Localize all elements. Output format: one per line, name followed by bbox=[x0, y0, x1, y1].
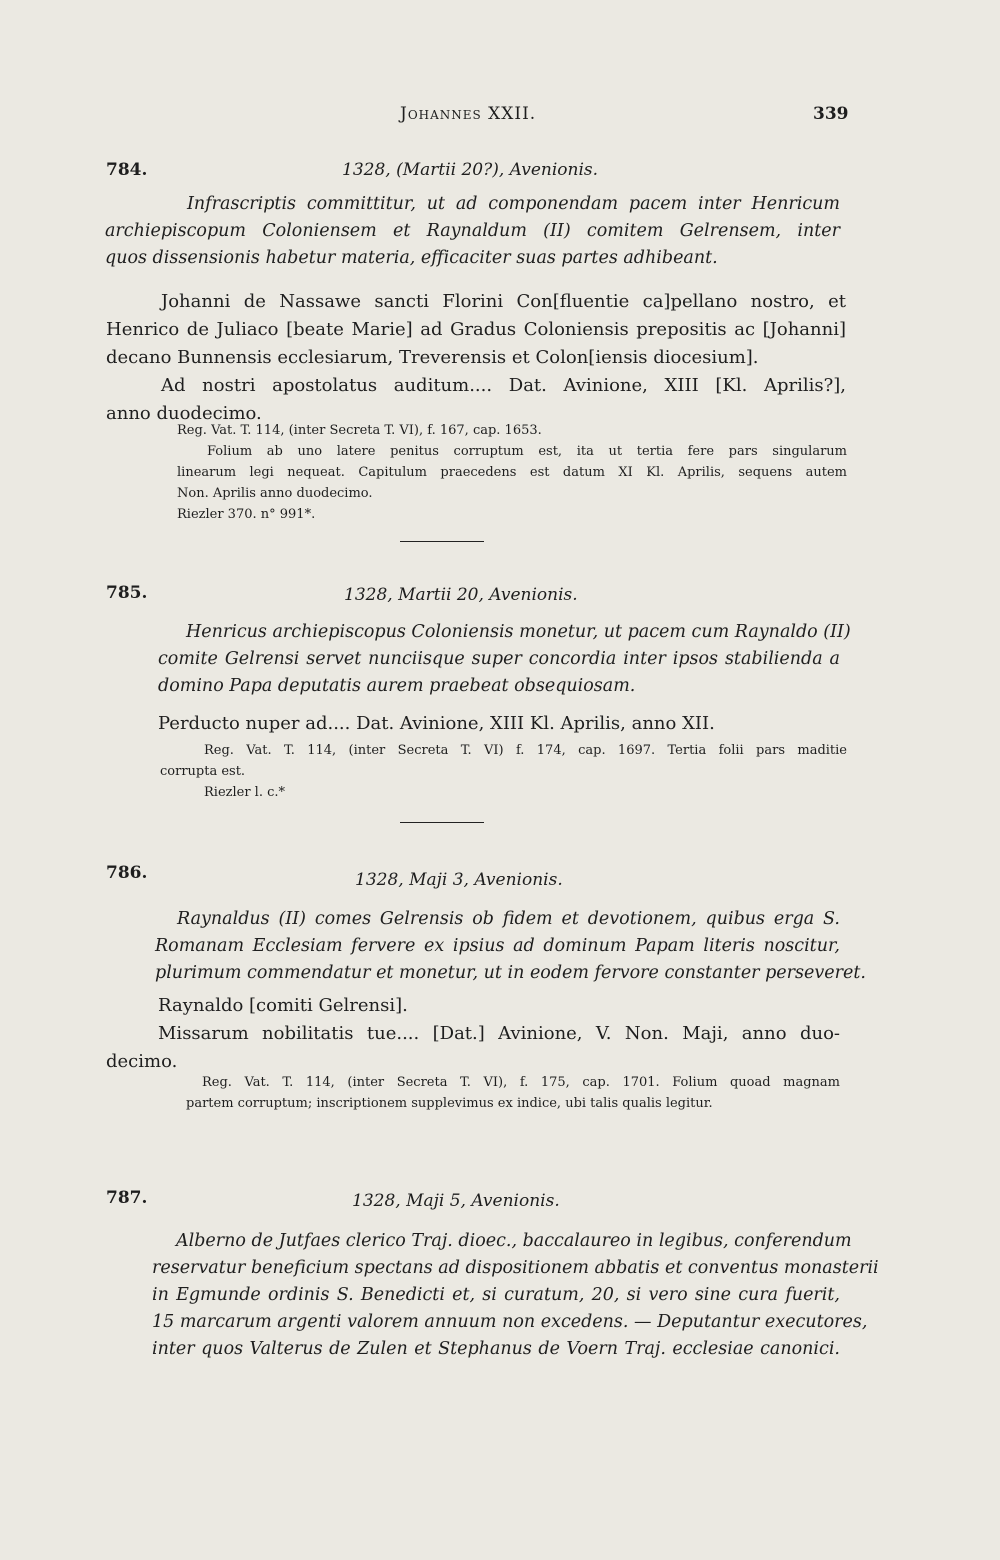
body-line: Raynaldo [comiti Gelrensi]. bbox=[158, 995, 408, 1016]
summary-line: inter quos Valterus de Zulen et Stephanus de Voern Traj. ecclesiae canonici. bbox=[152, 1339, 840, 1359]
body-line: Ad nostri apostolatus auditum.... Dat. Avinione, XIII [Kl. Aprilis?], bbox=[161, 375, 846, 396]
entry-date: 1328, Maji 5, Avenionis. bbox=[352, 1191, 560, 1211]
summary-line: domino Papa deputatis aurem praebeat obsequiosam. bbox=[158, 676, 636, 696]
note-line: Riezler l. c.* bbox=[204, 785, 286, 800]
summary-line: archiepiscopum Coloniensem et Raynaldum (II) comitem Gelrensem, inter bbox=[105, 221, 840, 241]
note-line: Riezler 370. n° 991*. bbox=[177, 507, 316, 522]
entry-body bbox=[158, 710, 848, 738]
entry-notes bbox=[186, 1072, 840, 1114]
body-line: Missarum nobilitatis tue.... [Dat.] Avinione, V. Non. Maji, anno duo- bbox=[158, 1023, 840, 1044]
note-line: Non. Aprilis anno duodecimo. bbox=[177, 486, 373, 501]
entry-date: 1328, Martii 20, Avenionis. bbox=[344, 585, 578, 605]
body-line: Henrico de Juliaco [beate Marie] ad Gradus Coloniensis prepositis ac [Johanni] bbox=[106, 319, 846, 340]
note-line: Reg. Vat. T. 114, (inter Secreta T. VI), f. 167, cap. 1653. bbox=[177, 423, 542, 438]
entry-notes bbox=[177, 420, 847, 525]
note-line: linearum legi nequeat. Capitulum praecedens est datum XI Kl. Aprilis, sequens autem bbox=[177, 465, 847, 480]
page-number: 339 bbox=[813, 104, 849, 124]
summary-line: Henricus archiepiscopus Coloniensis monetur, ut pacem cum Raynaldo (II) bbox=[186, 622, 851, 642]
entry-notes bbox=[160, 740, 847, 803]
entry-number: 786. bbox=[106, 863, 148, 883]
note-line: Folium ab uno latere penitus corruptum est, ita ut tertia fere pars singularum bbox=[207, 444, 847, 459]
entry-summary bbox=[155, 906, 866, 987]
entry-body bbox=[106, 288, 846, 428]
entry-number: 787. bbox=[106, 1188, 148, 1208]
section-divider bbox=[400, 822, 484, 823]
entry-date: 1328, Maji 3, Avenionis. bbox=[355, 870, 563, 890]
summary-line: 15 marcarum argenti valorem annuum non excedens. — Deputantur executores, bbox=[152, 1312, 868, 1332]
entry-summary bbox=[152, 1228, 879, 1363]
entry-date: 1328, (Martii 20?), Avenionis. bbox=[342, 160, 599, 180]
summary-line: reservatur beneficium spectans ad dispositionem abbatis et conventus monasterii bbox=[152, 1258, 879, 1278]
summary-line: in Egmunde ordinis S. Benedicti et, si curatum, 20, si vero sine cura fuerit, bbox=[152, 1285, 840, 1305]
summary-line: Raynaldus (II) comes Gelrensis ob fidem et devotionem, quibus erga S. bbox=[177, 909, 840, 929]
body-line: anno duodecimo. bbox=[106, 403, 262, 424]
entry-body bbox=[106, 992, 840, 1076]
entry-number: 784. bbox=[106, 160, 148, 180]
body-line: decano Bunnensis ecclesiarum, Treverensis et Colon[iensis diocesium]. bbox=[106, 347, 759, 368]
body-line: Johanni de Nassawe sancti Florini Con[fluentie ca]pellano nostro, et bbox=[161, 291, 846, 312]
note-line: partem corruptum; inscriptionem supplevimus ex indice, ubi talis qualis legitur. bbox=[186, 1096, 713, 1111]
summary-line: Infrascriptis committitur, ut ad componendam pacem inter Henricum bbox=[187, 194, 840, 214]
note-line: Reg. Vat. T. 114, (inter Secreta T. VI) f. 174, cap. 1697. Tertia folii pars maditie bbox=[204, 743, 847, 758]
summary-line: plurimum commendatur et monetur, ut in eodem fervore constanter perseveret. bbox=[155, 963, 866, 983]
note-line: Reg. Vat. T. 114, (inter Secreta T. VI), f. 175, cap. 1701. Folium quoad magnam bbox=[202, 1075, 840, 1090]
summary-line: Alberno de Jutfaes clerico Traj. dioec., baccalaureo in legibus, conferendum bbox=[176, 1231, 852, 1251]
summary-line: quos dissensionis habetur materia, efficaciter suas partes adhibeant. bbox=[105, 248, 718, 268]
body-line: Perducto nuper ad.... Dat. Avinione, XIII Kl. Aprilis, anno XII. bbox=[158, 713, 715, 734]
body-line: decimo. bbox=[106, 1051, 178, 1072]
section-divider bbox=[400, 541, 484, 542]
running-header-title: Johannes XXII. bbox=[400, 104, 537, 124]
entry-number: 785. bbox=[106, 583, 148, 603]
entry-summary bbox=[158, 619, 851, 700]
note-line: corrupta est. bbox=[160, 764, 246, 779]
entry-summary bbox=[105, 191, 840, 272]
summary-line: Romanam Ecclesiam fervere ex ipsius ad dominum Papam literis noscitur, bbox=[155, 936, 840, 956]
summary-line: comite Gelrensi servet nunciisque super concordia inter ipsos stabilienda a bbox=[158, 649, 840, 669]
